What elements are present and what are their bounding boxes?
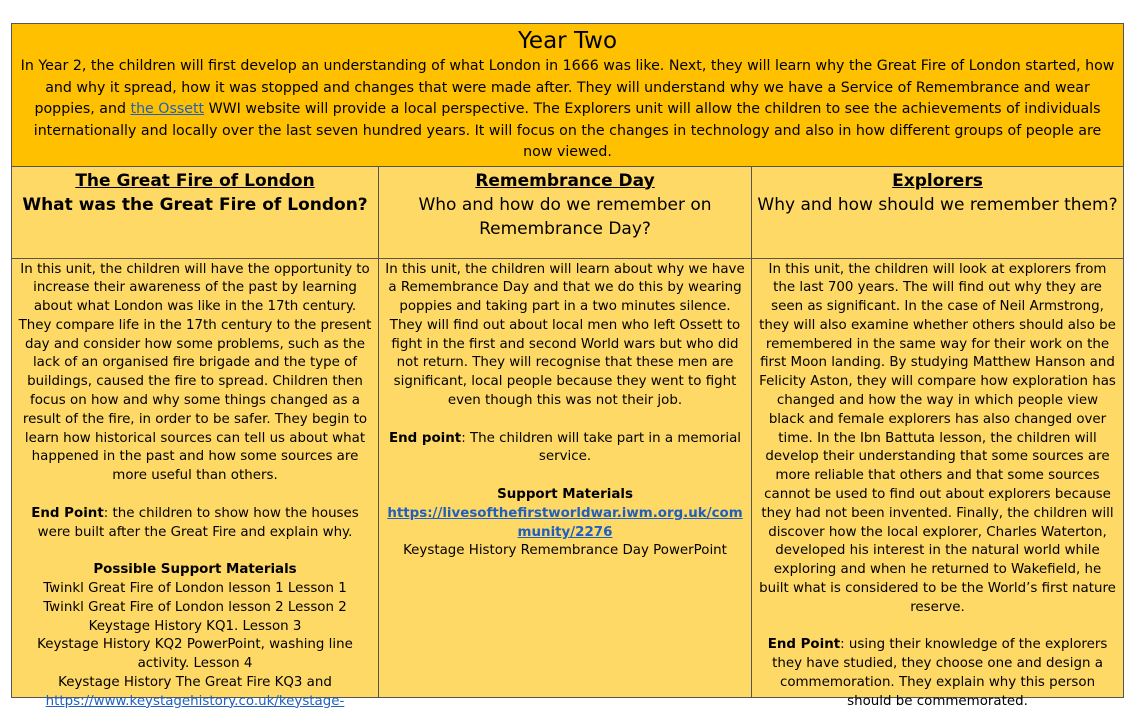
unit-title: Explorers [892, 170, 983, 191]
unit-description: In this unit, the children will have the opportunity to increase their awareness of the past by learning about what London was like in the 17th century. They compare life in the 17th century to the present day and consider how some problems, such as the lack of an organised fire brigade and the type of buildings, caused the fire to spread. Children then focus on how and why some things changed as a result of the fire, in order to be safer. They begin to learn how historical sources can tell us about what happened in the past and how some sources are more useful than others. [18, 261, 372, 484]
unit-question: Why and how should we remember them? [757, 194, 1118, 215]
keystage-history-link[interactable]: https://www.keystagehistory.co.uk/keystage- [45, 693, 345, 709]
support-item: Keystage History Remembrance Day PowerPoint [403, 543, 727, 559]
unit-heading-row [12, 166, 1124, 258]
end-point-text: : the children to show how the houses were built after the Great Fire and explain why. [37, 505, 359, 540]
unit-heading-remembrance [379, 166, 752, 258]
end-point-label: End Point [767, 637, 841, 653]
support-heading: Possible Support Materials [93, 562, 297, 578]
support-item: Keystage History KQ1. Lesson 3 [88, 618, 302, 634]
curriculum-table [11, 23, 1124, 709]
intro-text: In Year 2, the children will first develop an understanding of what London in 1666 was like. Next, they will learn why the Great Fire of London started, how and why it spread, how it was stopped and changes that were made after. They will understand why we have a Service of Remembrance and wear poppies, and [20, 58, 1115, 117]
intro-paragraph [18, 56, 1117, 164]
support-item: Keystage History KQ2 PowerPoint, washing line activity. Lesson 4 [37, 637, 353, 672]
end-point [385, 430, 745, 468]
unit-body-remembrance [379, 258, 752, 697]
end-point-label: End point [388, 430, 462, 446]
unit-title: Remembrance Day [475, 170, 655, 191]
header-cell [12, 24, 1124, 167]
support-item: Keystage History The Great Fire KQ3 and [58, 675, 332, 691]
header-row [12, 24, 1124, 167]
unit-heading-great-fire [12, 166, 379, 258]
support-item: Twinkl Great Fire of London lesson 2 Lesson 2 [43, 599, 347, 615]
end-point [758, 636, 1117, 711]
support-item: Twinkl Great Fire of London lesson 1 Lesson 1 [43, 581, 347, 597]
unit-description: In this unit, the children will look at explorers from the last 700 years. The will find out why they are seen as significant. In the case of Neil Armstrong, they will also examine whether others should also be remembered in the same way for their work on the first Moon landing. By studying Matthew Hanson and Felicity Aston, they will compare how exploration has changed and how the way in which people view black and female explorers has also changed over time. In the Ibn Battuta lesson, the children will develop their understanding that some sources are more reliable that others and that some sources cannot be used to find out about explorers because they had not been invented. Finally, the children will discover how the local explorer, Charles Waterton, developed his interest in the natural world while exploring and when he returned to Wakefield, he built what is considered to be the World’s first nature reserve. [759, 261, 1116, 615]
end-point-label: End Point [31, 505, 104, 521]
unit-question: What was the Great Fire of London? [22, 194, 368, 215]
unit-description: In this unit, the children will learn about why we have a Remembrance Day and that we do this by wearing poppies and taking part in a two minutes silence. They will find out about local men who left Ossett to fight in the first and second World wars but who did not return. They will recognise that these men are significant, local people because they went to fight even though this was not their job. [385, 261, 745, 409]
end-point [18, 505, 372, 543]
intro-text-after: WWI website will provide a local perspective. The Explorers unit will allow the children to see the achievements of individuals internationally and locally over the last seven hundred years. It will focus on the changes in technology and also in how different groups of people are now viewed. [33, 101, 1102, 160]
unit-title: The Great Fire of London [75, 170, 315, 191]
unit-body-row [12, 258, 1124, 697]
year-two-overview [11, 23, 1123, 709]
support-heading: Support Materials [497, 487, 633, 503]
end-point-text: : The children will take part in a memorial service. [461, 430, 742, 465]
unit-heading-explorers [752, 166, 1124, 258]
ossett-wwi-link[interactable]: the Ossett [130, 101, 205, 117]
page-title: Year Two [517, 28, 618, 54]
lives-of-first-world-war-link[interactable]: https://livesofthefirstworldwar.iwm.org.uk/community/2276 [387, 505, 743, 540]
unit-body-explorers [752, 258, 1124, 709]
unit-question: Who and how do we remember on Remembrance Day? [418, 194, 712, 239]
unit-body-great-fire [12, 258, 379, 709]
end-point-text: : using their knowledge of the explorers they have studied, they choose one and design a commemoration. They explain why this person should be commemorated. [772, 637, 1108, 709]
